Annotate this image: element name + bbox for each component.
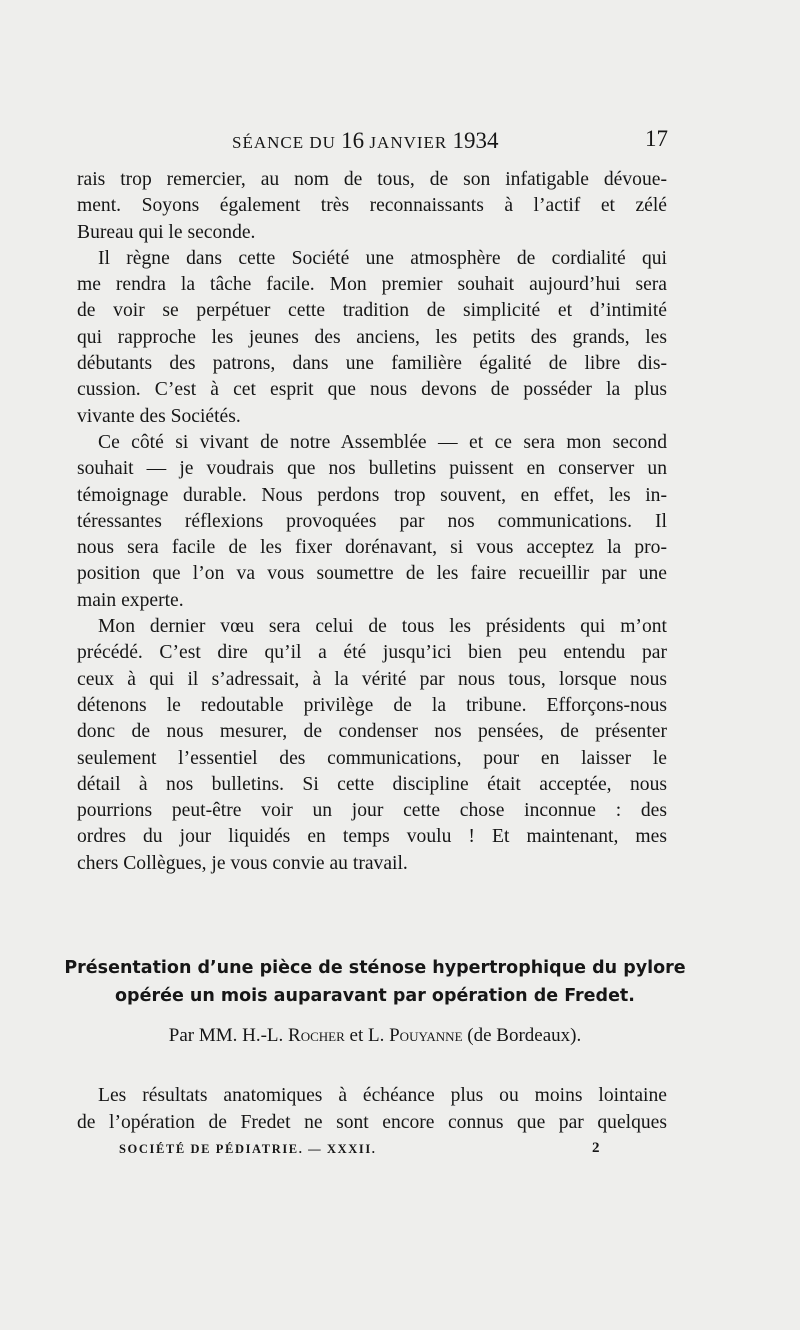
paragraph <box>77 167 667 246</box>
text-line: Bureau qui le seconde. <box>77 221 256 243</box>
text-line: ceux à qui il s’adressait, à la vérité par nous tous, lorsque nous <box>77 668 667 690</box>
paragraph <box>77 614 667 877</box>
text-line: cussion. C’est à cet esprit que nous devons de posséder la plus <box>77 379 667 401</box>
section-title-line: opérée un mois auparavant par opération de Fredet. <box>115 986 635 1006</box>
page-footer <box>0 1140 800 1164</box>
text-line: seulement l’essentiel des communications, pour en laisser le <box>77 747 667 769</box>
text-line: position que l’on va vous soumettre de les faire recueillir par une <box>77 563 667 585</box>
running-head-text: SÉANCE DU <box>232 133 342 152</box>
body-text <box>77 167 667 877</box>
text-line: pourrions peut-être voir un jour cette chose inconnue : des <box>77 800 667 822</box>
footer-signature: SOCIÉTÉ DE PÉDIATRIE. — XXXII. <box>119 1142 377 1156</box>
signature-mark: 2 <box>592 1140 600 1156</box>
text-line: chers Collègues, je vous convie au travail. <box>77 852 408 874</box>
text-line: ordres du jour liquidés en temps voulu ! Et maintenant, mes <box>77 826 667 848</box>
authors-affiliation: (de Bordeaux). <box>462 1025 582 1046</box>
text-line: précédé. C’est dire qu’il a été jusqu’ici bien peu entendu par <box>77 642 667 664</box>
page-number: 17 <box>645 126 668 151</box>
running-head-year: 1934 <box>452 128 499 153</box>
text-line: téressantes réflexions provoquées par nos communications. Il <box>77 510 667 532</box>
text-line: Ce côté si vivant de notre Assemblée — et ce sera mon second <box>98 431 667 453</box>
text-line: nous sera facile de les fixer dorénavant, si vous acceptez la pro- <box>77 537 667 559</box>
text-line: Il règne dans cette Société une atmosphère de cordialité qui <box>98 247 667 269</box>
text-line: débutants des patrons, dans une familière égalité de libre dis- <box>77 353 667 375</box>
text-line: ment. Soyons également très reconnaissants à l’actif et zélé <box>77 195 667 217</box>
text-line: me rendra la tâche facile. Mon premier souhait aujourd’hui sera <box>77 274 667 296</box>
authors-conjunction: et L. <box>344 1025 390 1046</box>
text-line: de l’opération de Fredet ne sont encore connus que par quelques <box>77 1112 667 1133</box>
text-line: qui rapproche les jeunes des anciens, les petits des grands, les <box>77 326 667 348</box>
authors-line <box>60 1025 690 1047</box>
authors-prefix: Par MM. H.-L. <box>168 1025 289 1046</box>
text-line: Mon dernier vœu sera celui de tous les présidents qui m’ont <box>98 616 667 638</box>
text-line: de voir se perpétuer cette tradition de simplicité et d’intimité <box>77 300 667 322</box>
section-title-line: Présentation d’une pièce de sténose hypertrophique du pylore <box>64 958 686 978</box>
closing-paragraph <box>77 1082 667 1136</box>
section-title <box>60 954 690 1010</box>
running-head-day: 16 <box>341 128 365 153</box>
running-head-month: JANVIER <box>364 133 453 152</box>
text-line: détail à nos bulletins. Si cette discipline était acceptée, nous <box>77 773 667 795</box>
page-header <box>0 124 800 158</box>
text-line: détenons le redoutable privilège de la tribune. Efforçons-nous <box>77 694 667 716</box>
author-name: Rocher <box>288 1025 345 1046</box>
text-line: souhait — je voudrais que nos bulletins puissent en conserver un <box>77 458 667 480</box>
text-line: Les résultats anatomiques à échéance plus ou moins lointaine <box>98 1085 667 1106</box>
text-line: main experte. <box>77 589 184 611</box>
text-line: témoignage durable. Nous perdons trop souvent, en effet, les in- <box>77 484 667 506</box>
running-head <box>232 128 499 154</box>
paragraph <box>77 430 667 614</box>
text-line: rais trop remercier, au nom de tous, de son infatigable dévoue- <box>77 169 667 190</box>
text-line: donc de nous mesurer, de condenser nos pensées, de présenter <box>77 721 667 743</box>
paragraph <box>77 246 667 430</box>
text-line: vivante des Sociétés. <box>77 405 241 427</box>
author-name: Pouyanne <box>389 1025 463 1046</box>
